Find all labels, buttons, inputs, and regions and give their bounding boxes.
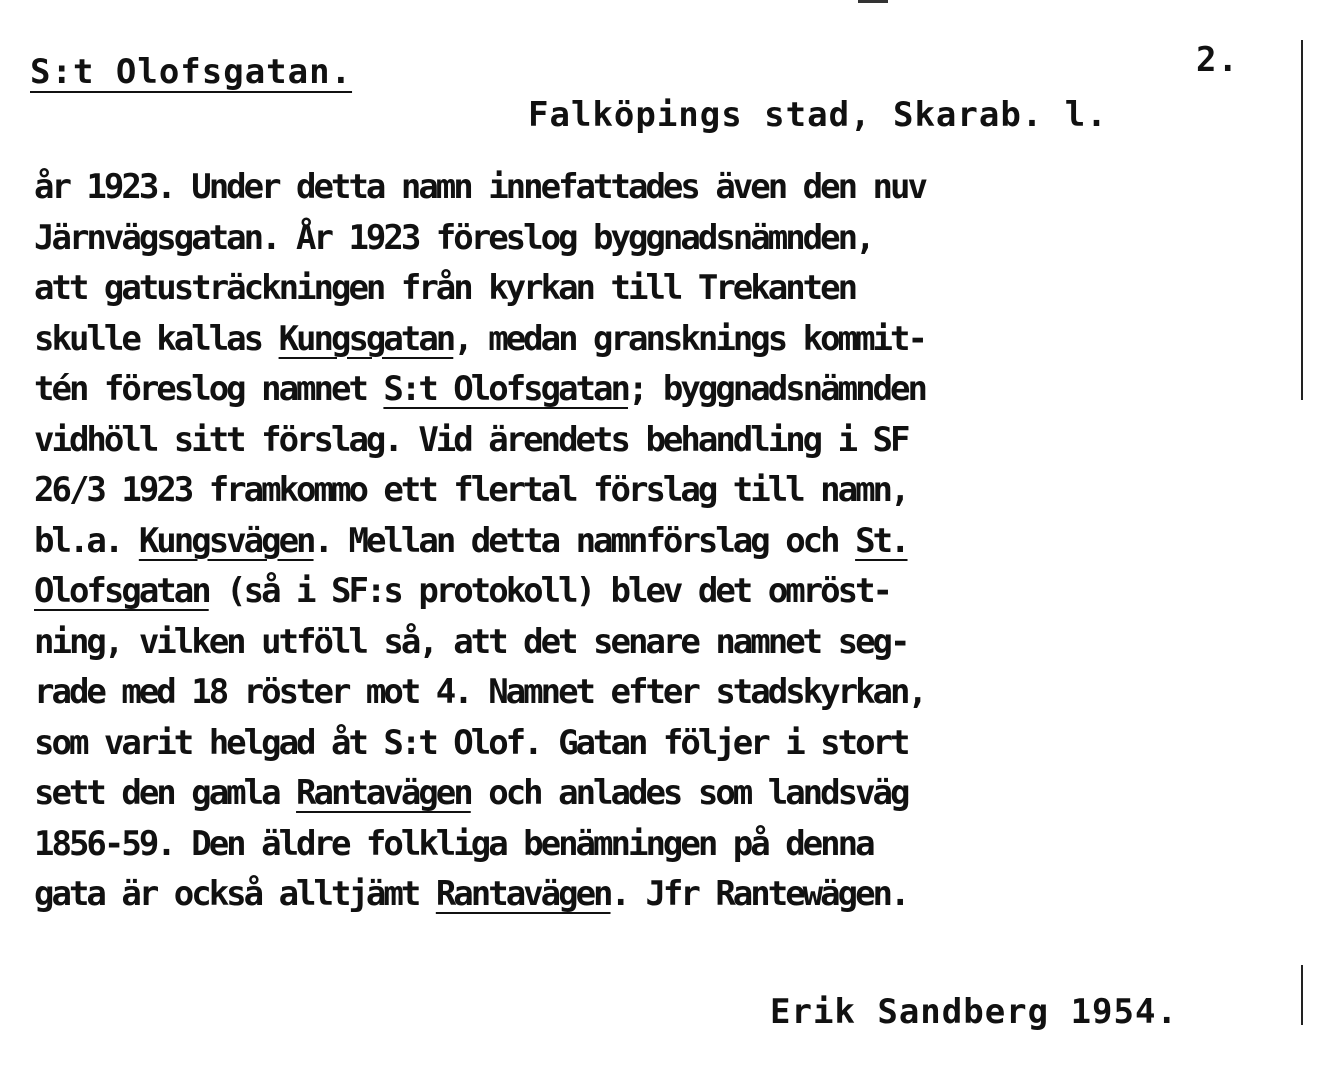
body-text-segment: gata är också alltjämt bbox=[34, 874, 436, 914]
underlined-street-name: Kungsgatan bbox=[278, 318, 454, 359]
body-text-segment: att gatusträckningen från kyrkan till Trekanten bbox=[34, 268, 856, 308]
body-text-segment: 1856-59. Den äldre folkliga benämningen på denna bbox=[34, 823, 873, 864]
body-text-segment: tén föreslog namnet bbox=[34, 369, 384, 409]
underlined-street-name: S:t Olofsgatan bbox=[383, 369, 628, 409]
underlined-street-name: Kungsvägen bbox=[138, 520, 314, 561]
body-text-segment: . Mellan detta namnförslag och bbox=[313, 520, 856, 561]
body-text-segment: , medan gransknings kommit- bbox=[453, 318, 925, 359]
body-text-segment: . Jfr Rantewägen. bbox=[610, 874, 908, 914]
body-text-segment: 26/3 1923 framkommo ett flertal förslag till namn, bbox=[34, 470, 908, 510]
card-body-text bbox=[34, 162, 1304, 920]
body-line bbox=[34, 263, 1304, 314]
body-line bbox=[34, 718, 1304, 769]
body-text-segment: skulle kallas bbox=[34, 318, 279, 359]
body-line bbox=[34, 516, 1304, 567]
body-text-segment: och anlades som landsväg bbox=[470, 773, 908, 813]
body-text-segment: sett den gamla bbox=[34, 773, 297, 813]
signature-line: Erik Sandberg 1954. bbox=[770, 992, 1178, 1032]
body-line bbox=[34, 314, 1304, 365]
street-title: S:t Olofsgatan. bbox=[30, 52, 353, 92]
underlined-street-name: Olofsgatan bbox=[34, 571, 209, 611]
body-line bbox=[34, 617, 1304, 668]
card-edge-line bbox=[1301, 965, 1303, 1025]
body-line bbox=[34, 465, 1304, 516]
body-line bbox=[34, 566, 1304, 617]
body-line bbox=[34, 869, 1304, 920]
body-text-segment: bl.a. bbox=[34, 520, 139, 561]
body-text-segment: vidhöll sitt förslag. Vid ärendets behandling i SF bbox=[34, 419, 908, 460]
underlined-street-name: Rantavägen bbox=[296, 773, 471, 813]
body-line bbox=[34, 819, 1304, 870]
card-edge-line bbox=[1301, 40, 1303, 400]
body-text-segment: (så i SF:s protokoll) blev det omröst- bbox=[208, 571, 891, 611]
location-line: Falköpings stad, Skarab. l. bbox=[528, 95, 1108, 135]
body-text-segment: ning, vilken utföll så, att det senare namnet seg- bbox=[34, 621, 908, 662]
body-text-segment: ; byggnadsnämnden bbox=[627, 369, 925, 409]
body-line bbox=[34, 364, 1304, 415]
body-text-segment: Järnvägsgatan. År 1923 föreslog byggnadsnämnden, bbox=[34, 217, 873, 258]
underlined-street-name: St. bbox=[855, 520, 908, 561]
body-line bbox=[34, 162, 1304, 213]
scan-mark bbox=[858, 0, 888, 3]
card-number: 2. bbox=[1196, 40, 1239, 80]
body-line bbox=[34, 768, 1304, 819]
body-line bbox=[34, 213, 1304, 264]
body-text-segment: som varit helgad åt S:t Olof. Gatan följer i stort bbox=[34, 722, 908, 763]
body-line bbox=[34, 415, 1304, 466]
underlined-street-name: Rantavägen bbox=[435, 874, 611, 914]
body-text-segment: rade med 18 röster mot 4. Namnet efter stadskyrkan, bbox=[34, 672, 925, 712]
body-line bbox=[34, 667, 1304, 718]
body-text-segment: år 1923. Under detta namn innefattades även den nuv bbox=[34, 167, 925, 207]
